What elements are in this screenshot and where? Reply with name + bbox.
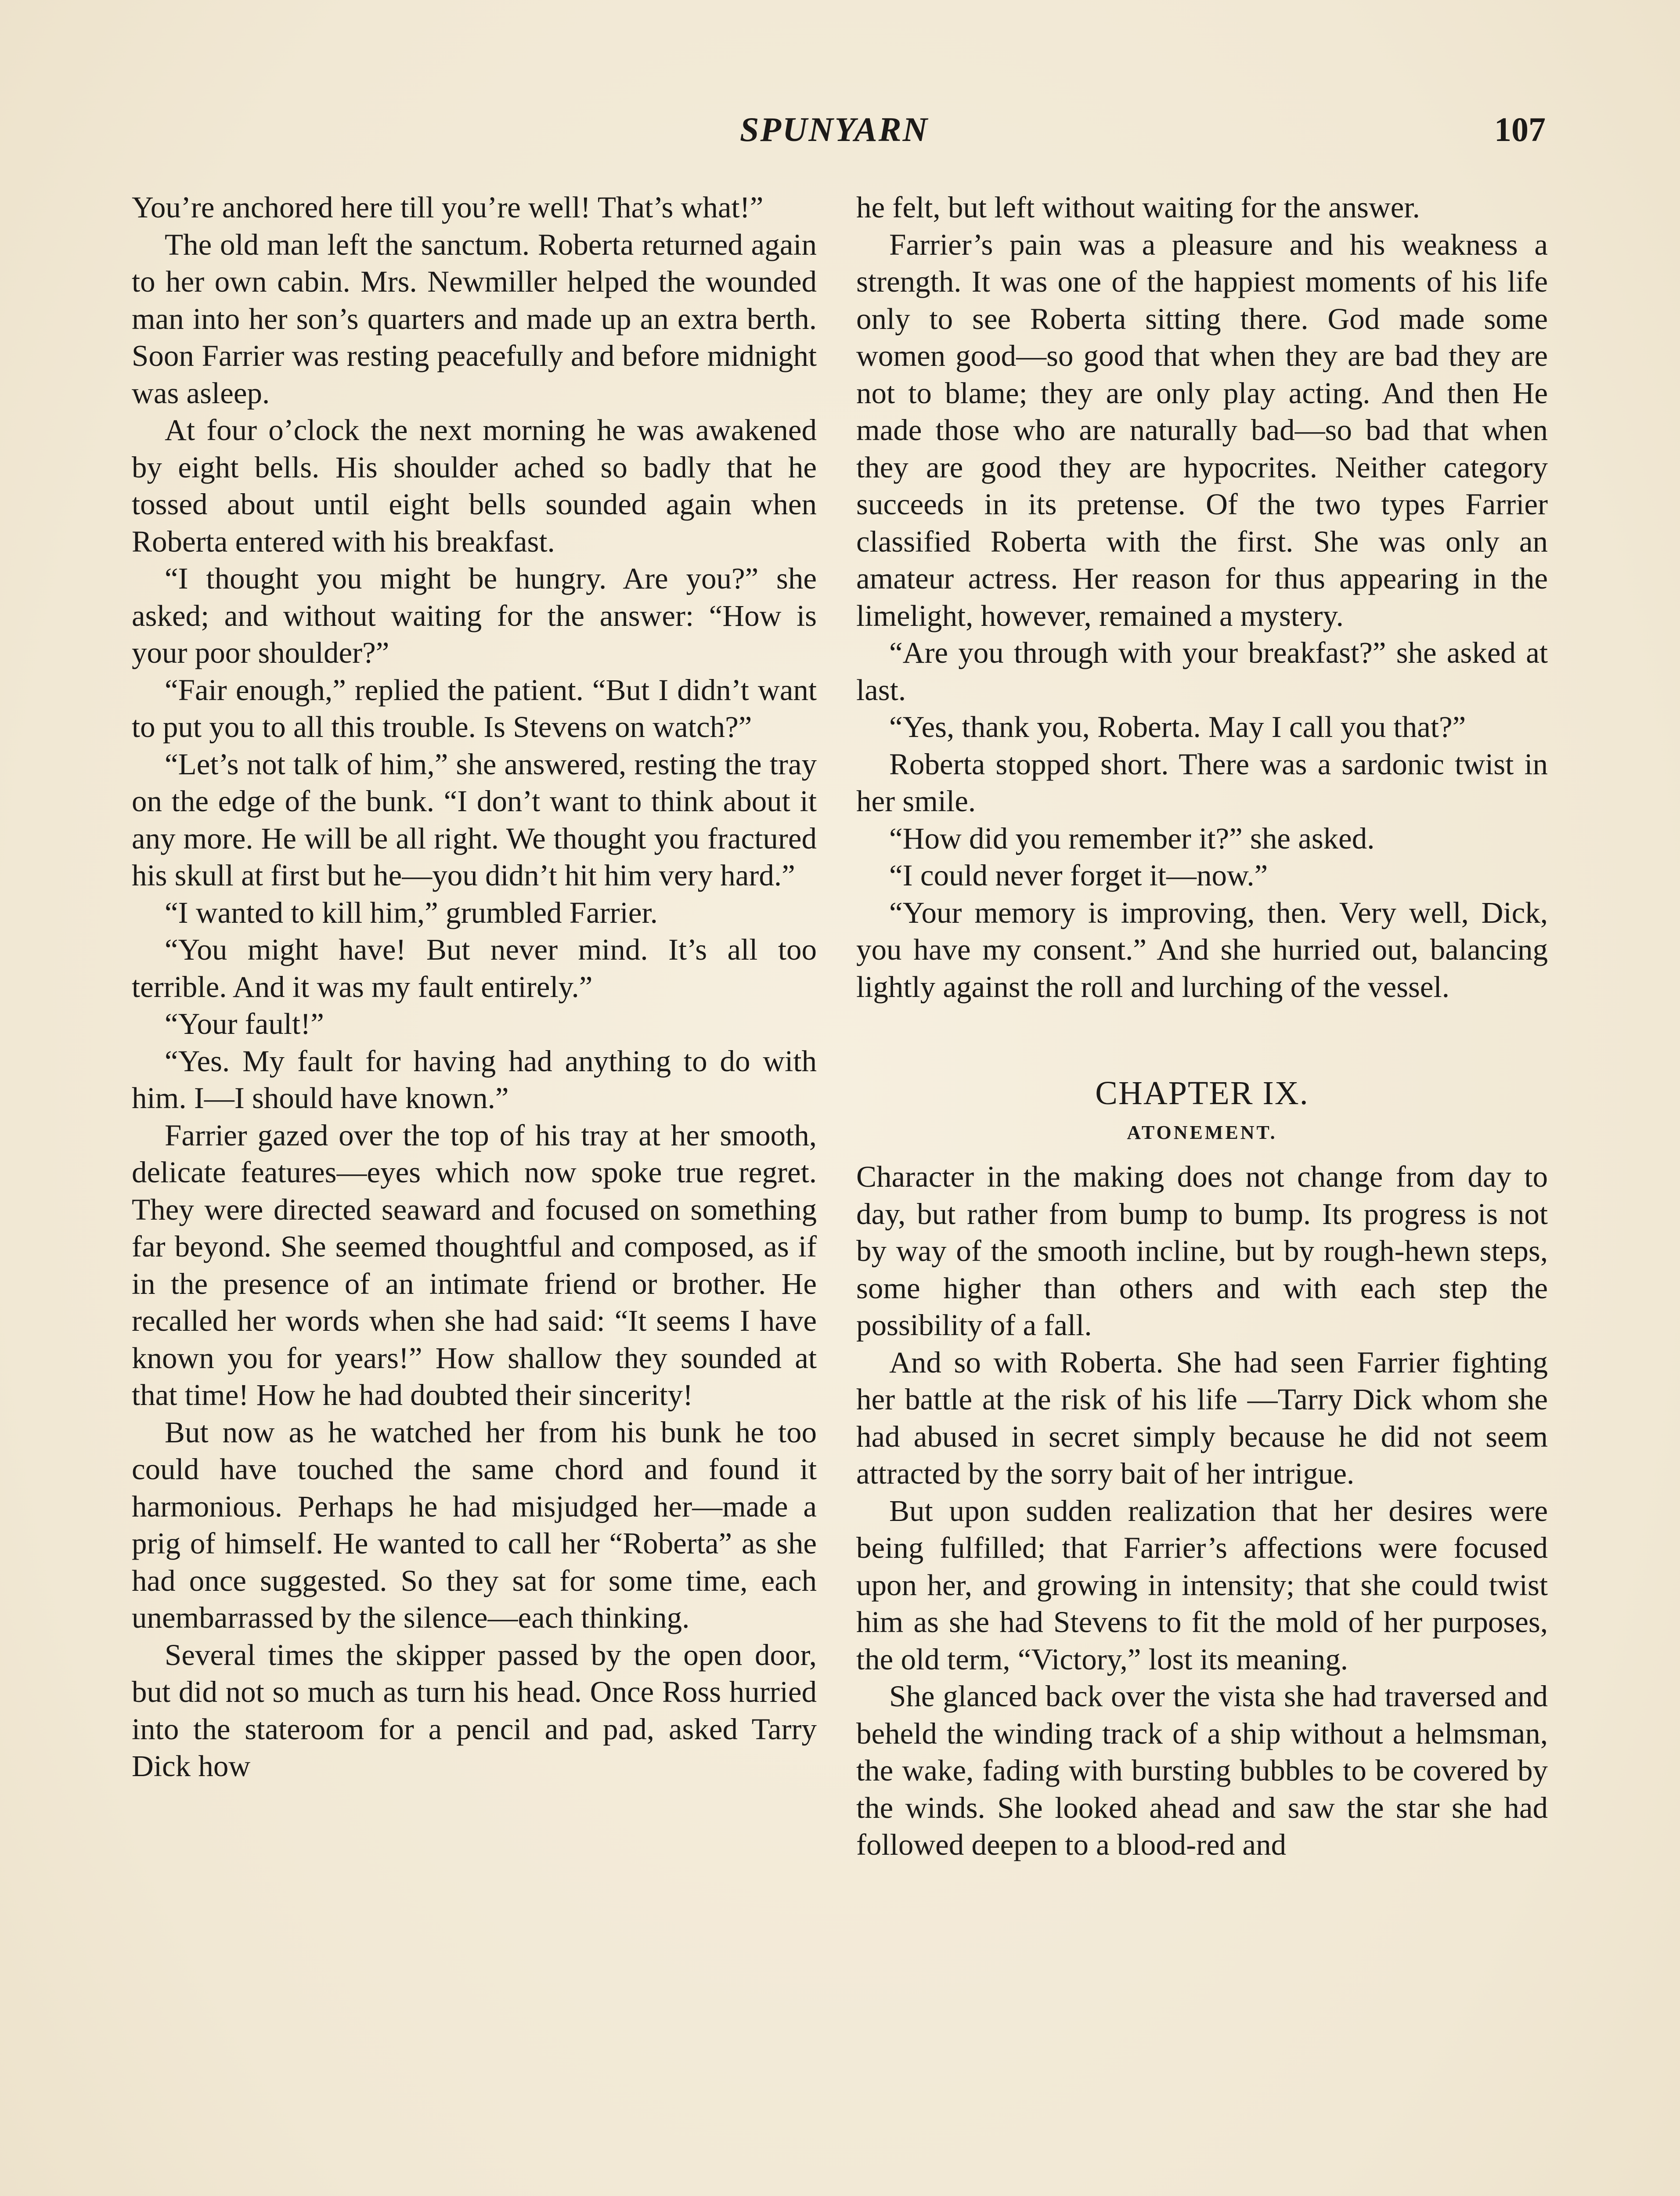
paragraph: At four o’clock the next morning he was awakened by eight bells. His shoulder ached so badly that he tossed about until eight bells sounded again when Roberta entered with his breakfast. [132,413,817,558]
paragraph: Several times the skipper passed by the open door, but did not so much as turn his head. Once Ross hurried into the stateroom for a pencil and pad, asked Tarry Dick how [132,1638,817,1783]
paragraph: “Let’s not talk of him,” she answered, resting the tray on the edge of the bunk. “I don’t want to think about it any more. He will be all right. We thought you fractured his skull at first but he—you didn’t hit him very hard.” [132,747,817,892]
page-number: 107 [1494,110,1546,148]
paragraph: “I could never forget it—now.” [889,859,1268,892]
left-column [132,189,817,1785]
paragraph: “I wanted to kill him,” grumbled Farrier. [165,896,658,929]
paragraph: “Are you through with your breakfast?” she asked at last. [856,636,1548,707]
chapter-subtitle: ATONEMENT. [1127,1122,1277,1143]
paragraph: “I thought you might be hungry. Are you?” she asked; and without waiting for the answer: “How is your poor shoulder?” [132,562,817,669]
paragraph: “Fair enough,” replied the patient. “But I didn’t want to put you to all this trouble. Is Stevens on watch?” [132,673,817,744]
paragraph: “Yes, thank you, Roberta. May I call you that?” [889,710,1466,744]
paragraph: “Your memory is improving, then. Very well, Dick, you have my consent.” And she hurried out, balancing lightly against the roll and lurching of the vessel. [856,896,1548,1004]
paragraph: Farrier gazed over the top of his tray at her smooth, delicate features—eyes which now spoke true regret. They were directed seaward and focused on something far beyond. She seemed thoughtful and composed, as if in the presence of an intimate friend or brother. He recalled her words when she had said: “It seems I have known you for years!” How shallow they sounded at that time! How he had doubted their sincerity! [132,1118,817,1412]
paragraph: You’re anchored here till you’re well! That’s what!” [132,191,764,224]
paragraph: he felt, but left without waiting for the answer. [856,191,1420,224]
paragraph: Farrier’s pain was a pleasure and his weakness a strength. It was one of the happiest moments of his life only to see Roberta sitting there. God made some women good—so good that when they are bad they are not to blame; they are only play acting. And then He made those who are naturally bad—so bad that when they are good they are hypocrites. Neither category succeeds in its pretense. Of the two types Farrier classified Roberta with the first. She was only an amateur actress. Her reason for thus appearing in the limelight, however, remained a mystery. [856,228,1548,632]
paragraph: “Yes. My fault for having had anything to do with him. I—I should have known.” [132,1044,817,1115]
paragraph: But now as he watched her from his bunk he too could have touched the same chord and found it harmonious. Perhaps he had misjudged her—made a prig of himself. He wanted to call her “Roberta” as she had once suggested. So they sat for some time, each unembarrassed by the silence—each thinking. [132,1415,817,1634]
running-title: SPUNYARN [740,110,929,148]
paragraph: “You might have! But never mind. It’s all too terrible. And it was my fault entirely.” [132,933,817,1004]
paragraph: But upon sudden realization that her desires were being fulfilled; that Farrier’s affections were focused upon her, and growing in intensity; that she could twist him as she had Stevens to fit the mold of her purposes, the old term, “Victory,” lost its meaning. [856,1494,1548,1676]
chapter-heading: CHAPTER IX. [1095,1075,1309,1112]
paragraph: “How did you remember it?” she asked. [889,821,1375,855]
paragraph: “Your fault!” [165,1007,324,1040]
paragraph: Roberta stopped short. There was a sardonic twist in her smile. [856,747,1548,818]
paragraph: The old man left the sanctum. Roberta returned again to her own cabin. Mrs. Newmiller helped the wounded man into her son’s quarters and made up an extra berth. Soon Farrier was resting peacefully and before midnight was asleep. [132,228,817,410]
paragraph: Character in the making does not change from day to day, but rather from bump to bump. Its progress is not by way of the smooth incline, but by rough-hewn steps, some higher than others and with each step the possibility of a fall. [856,1160,1548,1342]
paragraph: And so with Roberta. She had seen Farrier fighting her battle at the risk of his life —Tarry Dick whom she had abused in secret simply because he did not seem attracted by the sorry bait of her intrigue. [856,1345,1548,1490]
running-head [123,110,1546,158]
paragraph: She glanced back over the vista she had traversed and beheld the winding track of a ship without a helmsman, the wake, fading with bursting bubbles to be covered by the winds. She looked ahead and saw the star she had followed deepen to a blood-red and [856,1680,1548,1861]
right-column [856,189,1548,1864]
